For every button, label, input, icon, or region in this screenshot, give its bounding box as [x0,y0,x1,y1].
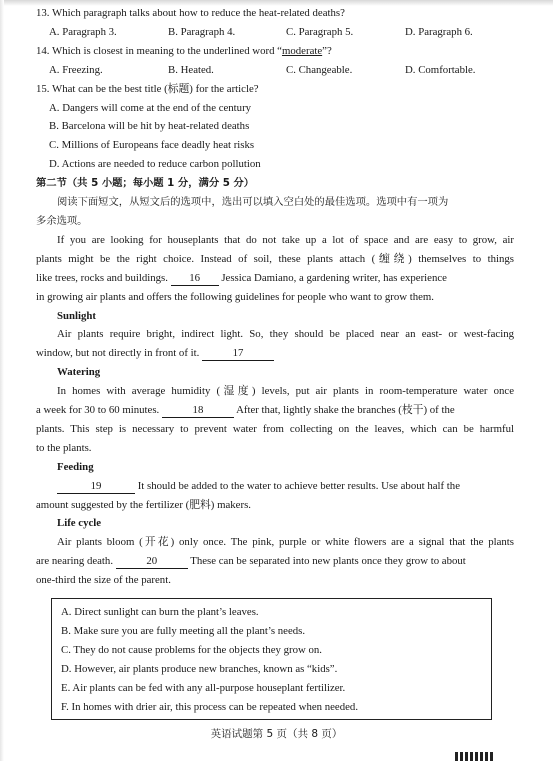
question-13-stem: 13. Which paragraph talks about how to reduce the heat-related deaths? [36,7,345,19]
question-15-stem: 15. What can be the best title (标题) for the article? [36,82,259,95]
feeding-line1: 19 It should be added to the water to achieve better results. Use about half the [36,477,514,496]
heading-life-cycle: Life cycle [57,517,102,530]
blank-18[interactable]: 18 [162,404,234,418]
blank-17[interactable]: 17 [202,347,274,361]
passage-intro-line4: in growing air plants and offers the following guidelines for people who want to grow them. [36,290,435,303]
qr-code-icon [455,752,495,761]
choice-b[interactable]: B. Make sure you are fully meeting all the plant’s needs. [61,625,306,637]
question-14-option-b: B. Heated. [168,63,214,76]
watering-line1: In homes with average humidity (湿度) levels, put air plants in room-temperature water once [57,385,514,398]
life-cycle-line1: Air plants bloom (开花) only once. The pink, purple or white flowers are a signal that the plants [57,536,514,549]
exam-page [36,4,514,590]
choice-d[interactable]: D. However, air plants produce new branches, known as “kids”. [61,663,338,675]
watering-line2: a week for 30 to 60 minutes. 18 After that, lightly shake the branches (枝干) of the [36,404,455,417]
page-footer: 英语试题第 5 页（共 8 页） [210,728,343,740]
choice-c[interactable]: C. They do not cause problems for the objects they grow on. [61,644,322,656]
question-14-stem: 14. Which is closest in meaning to the underlined word “moderate”? [36,44,332,57]
underlined-word-moderate: moderate [281,44,323,57]
passage-intro-line3: like trees, rocks and buildings. 16 Jessica Damiano, a gardening writer, has experience [36,271,447,284]
life-cycle-line3: one-third the size of the parent. [36,574,171,587]
question-13-option-a: A. Paragraph 3. [49,25,117,38]
question-15-option-d: D. Actions are needed to reduce carbon pollution [49,158,261,171]
page-left-shade [0,0,4,761]
question-15-option-c: C. Millions of Europeans face deadly heat risks [49,139,255,152]
heading-feeding: Feeding [57,460,94,473]
question-13-option-b: B. Paragraph 4. [168,25,236,38]
question-14-option-d: D. Comfortable. [405,63,476,76]
sunlight-line2: window, but not directly in front of it. 17 [36,344,514,363]
heading-watering: Watering [57,366,101,379]
question-14-options [36,61,514,80]
feeding-line2: amount suggested by the fertilizer (肥料) makers. [36,498,251,511]
choice-f[interactable]: F. In homes with drier air, this process can be repeated when needed. [61,701,359,713]
answer-choices-box [51,598,492,720]
passage-intro-line2: plants might be the right choice. Instead of soil, these plants attach (缠绕) themselves to things [36,252,514,265]
passage-intro-line1: If you are looking for houseplants that do not take up a lot of space and are easy to grow, air [57,233,514,246]
watering-line3: plants. This step is necessary to prevent water from collecting on the leaves, which can be harmful [36,422,514,435]
choice-e[interactable]: E. Air plants can be fed with any all-purpose houseplant fertilizer. [61,682,346,694]
section-instruction-line2: 多余选项。 [36,214,88,227]
question-13-option-c: C. Paragraph 5. [286,25,354,38]
heading-sunlight: Sunlight [57,309,97,322]
question-15-option-b: B. Barcelona will be hit by heat-related deaths [49,120,250,133]
watering-line4: to the plants. [36,441,92,454]
life-cycle-line2: are nearing death. 20 These can be separated into new plants once they grow to about [36,555,466,568]
question-13-options [36,23,514,42]
section-instruction-line1: 阅读下面短文，从短文后的选项中，选出可以填入空白处的最佳选项。选项中有一项为 [57,196,449,209]
blank-16[interactable]: 16 [171,272,219,286]
section-title: 第二节（共 5 小题；每小题 1 分，满分 5 分） [36,177,255,190]
question-13-option-d: D. Paragraph 6. [405,25,473,38]
choice-a[interactable]: A. Direct sunlight can burn the plant’s leaves. [61,606,259,618]
question-15-option-a: A. Dangers will come at the end of the century [49,101,252,114]
sunlight-line1: Air plants require bright, indirect light. So, they should be placed near an east- or west-facing [57,328,514,341]
blank-20[interactable]: 20 [116,555,188,569]
blank-19[interactable]: 19 [57,480,135,494]
question-14-option-a: A. Freezing. [49,63,103,76]
question-14-option-c: C. Changeable. [286,63,353,76]
